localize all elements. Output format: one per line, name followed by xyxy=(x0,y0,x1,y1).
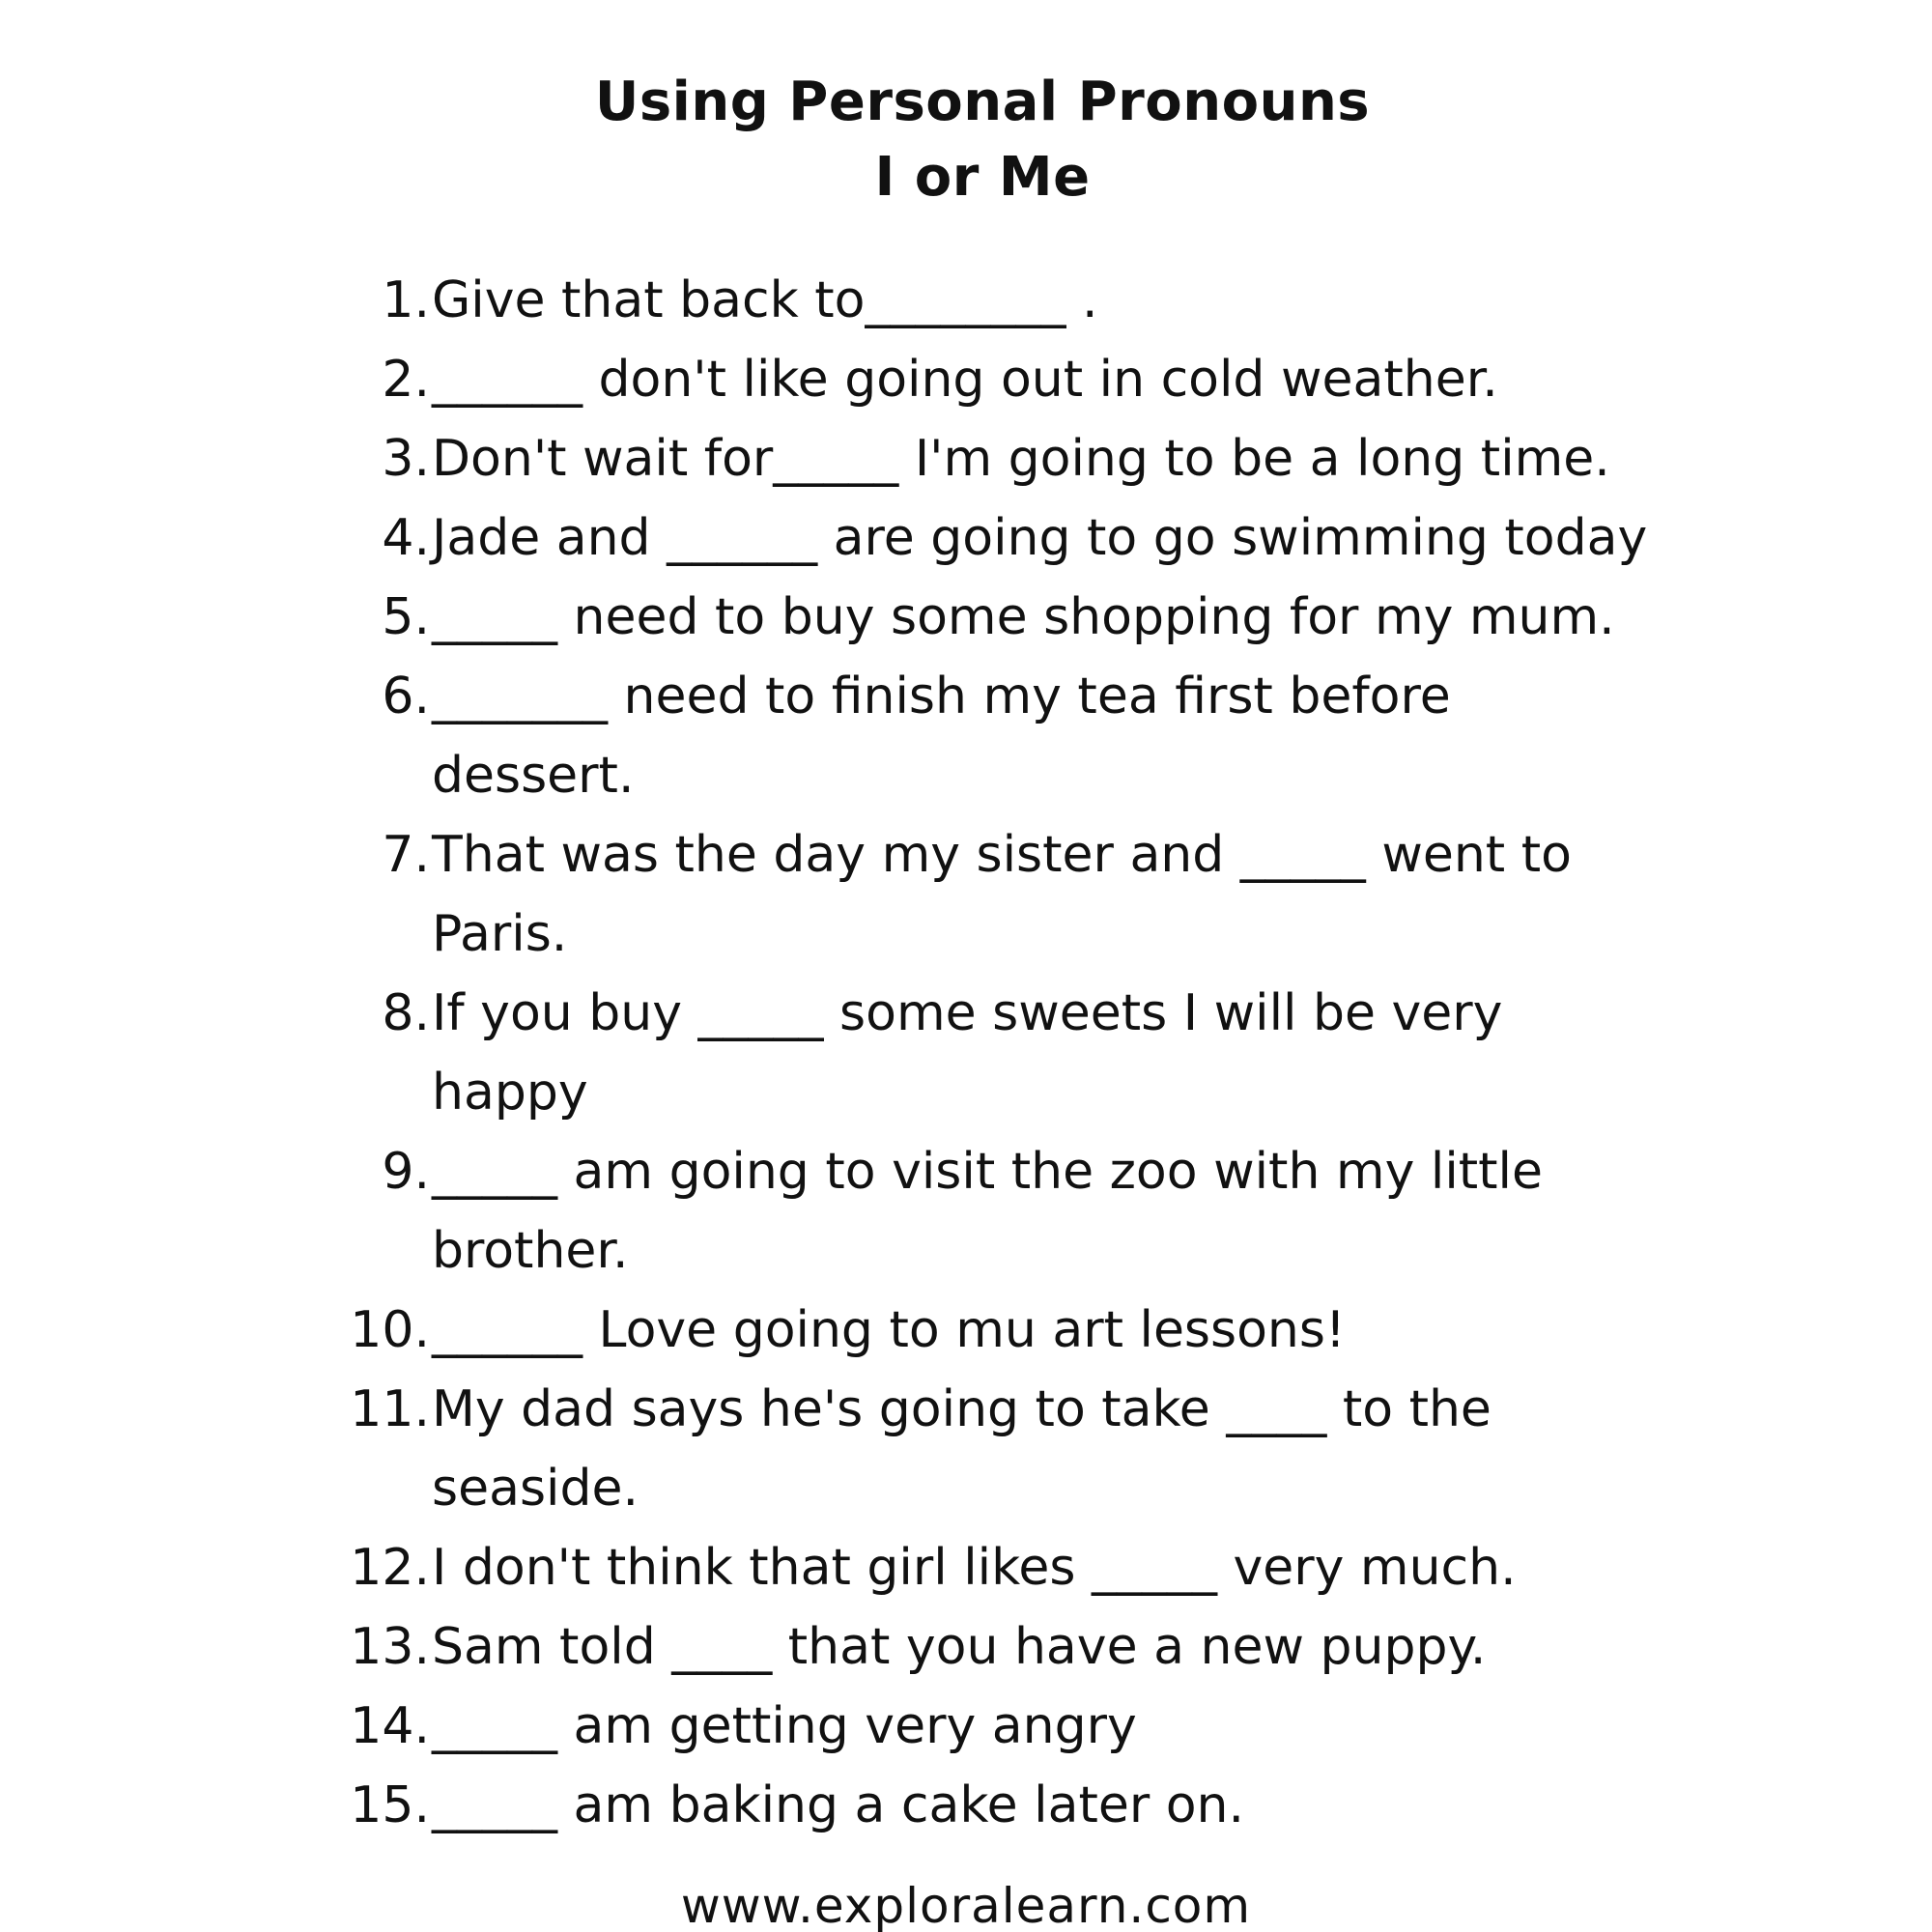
question-item xyxy=(0,1528,1932,1607)
question-number: 10. xyxy=(350,1301,430,1359)
question-text: _____ am baking a cake later on. xyxy=(432,1776,1245,1834)
question-item xyxy=(0,1370,1932,1528)
question-item xyxy=(0,1291,1932,1370)
question-number: 4. xyxy=(382,509,430,567)
question-item xyxy=(0,340,1932,419)
footer-website: www.exploralearn.com xyxy=(680,1878,1252,1932)
question-text: ______ Love going to mu art lessons! xyxy=(432,1301,1346,1359)
question-item xyxy=(0,657,1932,815)
question-text: My dad says he's going to take ____ to the seaside. xyxy=(432,1380,1492,1518)
question-text: Sam told ____ that you have a new puppy. xyxy=(432,1618,1487,1676)
question-number: 9. xyxy=(382,1143,430,1201)
question-number: 15. xyxy=(350,1776,430,1834)
question-text: _____ need to buy some shopping for my mum. xyxy=(432,588,1615,646)
question-text: That was the day my sister and _____ went to Paris. xyxy=(432,826,1572,963)
question-text: I don't think that girl likes _____ very much. xyxy=(432,1539,1517,1597)
question-item xyxy=(0,974,1932,1132)
question-number: 6. xyxy=(382,668,430,725)
question-number: 5. xyxy=(382,588,430,646)
question-number: 7. xyxy=(382,826,430,884)
question-item xyxy=(0,498,1932,578)
question-number: 2. xyxy=(382,351,430,409)
question-number: 13. xyxy=(350,1618,430,1676)
question-list xyxy=(0,261,1932,1845)
question-text: _______ need to finish my tea first before dessert. xyxy=(432,668,1451,805)
question-number: 3. xyxy=(382,430,430,488)
question-item xyxy=(0,578,1932,657)
question-number: 11. xyxy=(350,1380,430,1438)
question-number: 12. xyxy=(350,1539,430,1597)
worksheet-subtitle: I or Me xyxy=(874,146,1091,209)
question-item xyxy=(0,815,1932,974)
question-item xyxy=(0,1766,1932,1845)
question-number: 1. xyxy=(382,271,430,329)
question-text: Give that back to________ . xyxy=(432,271,1098,329)
question-text: _____ am getting very angry xyxy=(432,1697,1137,1755)
question-item xyxy=(0,419,1932,498)
question-text: Jade and ______ are going to go swimming today xyxy=(432,509,1648,567)
question-text: _____ am going to visit the zoo with my little brother. xyxy=(432,1143,1543,1280)
question-item xyxy=(0,1607,1932,1687)
question-text: Don't wait for_____ I'm going to be a long time. xyxy=(432,430,1610,488)
question-text: If you buy _____ some sweets I will be very happy xyxy=(432,984,1503,1122)
worksheet-title: Using Personal Pronouns xyxy=(594,71,1371,133)
question-number: 14. xyxy=(350,1697,430,1755)
question-text: ______ don't like going out in cold weather. xyxy=(432,351,1498,409)
question-item xyxy=(0,1687,1932,1766)
question-item xyxy=(0,1132,1932,1291)
question-item xyxy=(0,261,1932,340)
question-number: 8. xyxy=(382,984,430,1042)
